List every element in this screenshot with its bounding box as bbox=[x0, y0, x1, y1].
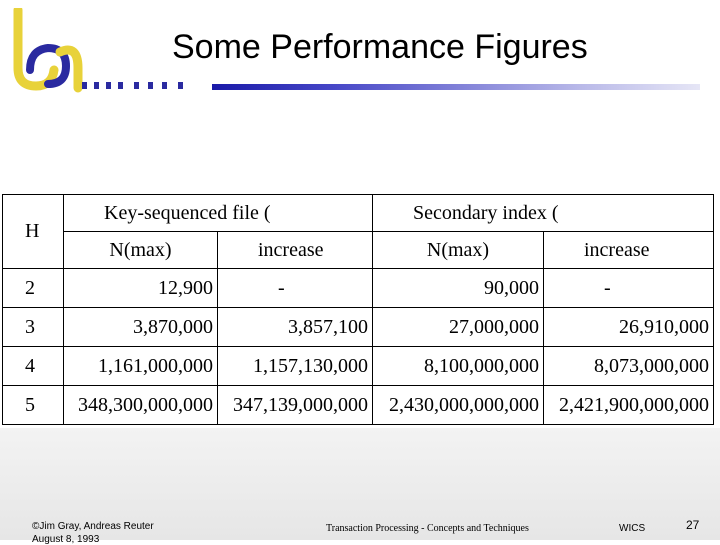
cell-h: 5 bbox=[3, 386, 64, 425]
table-row bbox=[3, 269, 714, 308]
header-secondary-index: Secondary index ( bbox=[373, 195, 714, 232]
cell-ks-increase: 1,157,130,000 bbox=[218, 347, 373, 386]
cell-ks-increase: 3,857,100 bbox=[218, 308, 373, 347]
table-header-row bbox=[3, 195, 714, 232]
page-number: 27 bbox=[686, 518, 700, 532]
title-rule bbox=[212, 84, 700, 90]
performance-table bbox=[2, 194, 714, 425]
footer-copyright: ©Jim Gray, Andreas Reuter bbox=[32, 521, 154, 532]
header-ks-increase: increase bbox=[218, 232, 373, 269]
cell-h: 2 bbox=[3, 269, 64, 308]
cell-ks-nmax: 348,300,000,000 bbox=[64, 386, 218, 425]
footer-date: August 8, 1993 bbox=[32, 534, 100, 545]
cell-ks-nmax: 3,870,000 bbox=[64, 308, 218, 347]
cell-si-increase: 8,073,000,000 bbox=[544, 347, 714, 386]
cell-ks-nmax: 1,161,000,000 bbox=[64, 347, 218, 386]
header-si-nmax: N(max) bbox=[373, 232, 544, 269]
cell-ks-nmax: 12,900 bbox=[64, 269, 218, 308]
cell-si-nmax: 27,000,000 bbox=[373, 308, 544, 347]
cell-ks-increase: - bbox=[218, 269, 373, 308]
cell-si-increase: 26,910,000 bbox=[544, 308, 714, 347]
cell-si-nmax: 8,100,000,000 bbox=[373, 347, 544, 386]
logo-icon bbox=[8, 8, 88, 94]
cell-si-increase: 2,421,900,000,000 bbox=[544, 386, 714, 425]
footer-org: WICS bbox=[619, 523, 646, 534]
cell-h: 4 bbox=[3, 347, 64, 386]
cell-ks-increase: 347,139,000,000 bbox=[218, 386, 373, 425]
table-row bbox=[3, 308, 714, 347]
header-key-sequenced: Key-sequenced file ( bbox=[64, 195, 373, 232]
decorative-dots bbox=[82, 82, 192, 90]
cell-si-nmax: 2,430,000,000,000 bbox=[373, 386, 544, 425]
cell-h: 3 bbox=[3, 308, 64, 347]
header-ks-nmax: N(max) bbox=[64, 232, 218, 269]
table-row bbox=[3, 347, 714, 386]
header-si-increase: increase bbox=[544, 232, 714, 269]
table-row bbox=[3, 386, 714, 425]
cell-si-nmax: 90,000 bbox=[373, 269, 544, 308]
cell-si-increase: - bbox=[544, 269, 714, 308]
page-title: Some Performance Figures bbox=[172, 28, 588, 66]
performance-table-image bbox=[0, 193, 720, 427]
table-subheader-row bbox=[3, 232, 714, 269]
header-h: H bbox=[3, 195, 64, 269]
footer-course: Transaction Processing - Concepts and Techniques bbox=[326, 523, 529, 534]
